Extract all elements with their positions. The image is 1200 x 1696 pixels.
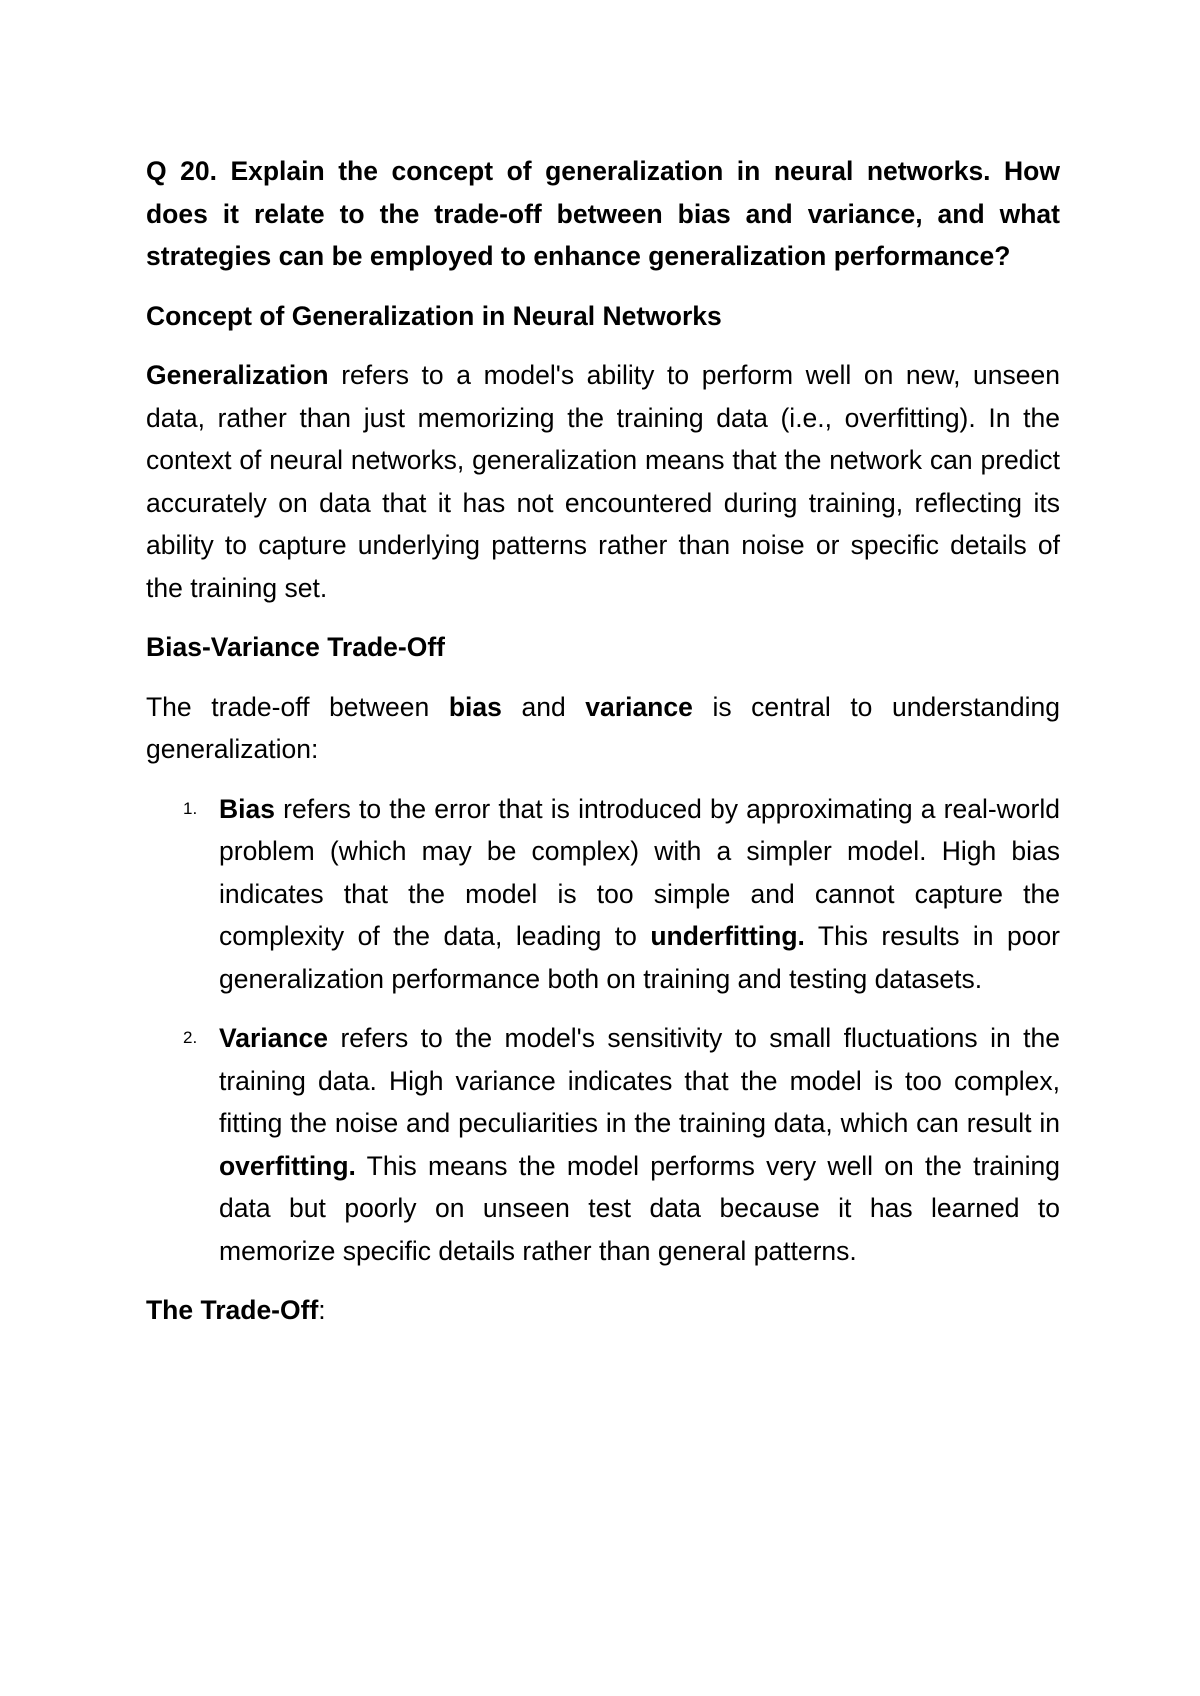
list-number: 1. [183,798,198,818]
generalization-definition: refers to a model's ability to perform well on new, unseen data, rather than just memorizing the training data (i.e., overfitting). In the context of neural networks, generalization means that the network can predict accurately on data that it has not encountered during training, reflecting its ability to capture underlying patterns rather than noise or specific details of the training set. [146,360,1060,603]
section-heading-generalization: Concept of Generalization in Neural Networks [146,300,722,331]
document-content [146,150,1060,1349]
bias-term: Bias [219,793,275,824]
bias-text-2: This results in poor generalization performance both on training and testing datasets. [219,921,1061,994]
overfitting-term: overfitting. [219,1150,356,1181]
bias-text-1: refers to the error that is introduced by approximating a real-world problem (which may be complex) with a simpler model. High bias indicates that the model is too simple and cannot capture the complexity of the data, leading to [219,793,1060,951]
list-number: 2. [183,1028,198,1047]
list-item-bias [146,788,1060,1001]
bias-variance-intro [146,686,1060,771]
variance-text-1: refers to the model's sensitivity to small fluctuations in the training data. High variance indicates that the model is too complex, fitting the noise and peculiarities in the training data, which can result in [219,1023,1060,1138]
intro-text-2: and [501,691,586,722]
section-heading-trade-off [146,1289,1060,1332]
underfitting-term: underfitting. [650,921,805,951]
trade-off-heading-bold: The Trade-Off [146,1295,319,1325]
variance-text-2: This means the model performs very well on the training data but poorly on unseen test data because it has learned to memorize specific details rather than general patterns. [219,1150,1060,1266]
bias-variance-list [146,788,1060,1273]
intro-variance-term: variance [585,691,693,722]
generalization-paragraph [146,354,1060,609]
trade-off-heading-colon: : [318,1295,326,1325]
variance-term: Variance [219,1023,329,1053]
generalization-term: Generalization [146,360,329,390]
intro-text-3: is central to understanding generalization: [146,691,1060,764]
intro-text-1: The trade-off between [146,691,449,722]
list-item-variance [146,1017,1060,1272]
section-heading-bias-variance: Bias-Variance Trade-Off [146,632,445,662]
question-text: Q 20. Explain the concept of generalization in neural networks. How does it relate to the trade-off between bias and variance, and what strategies can be employed to enhance generalization performance? [146,156,1060,271]
intro-bias-term: bias [448,691,502,722]
